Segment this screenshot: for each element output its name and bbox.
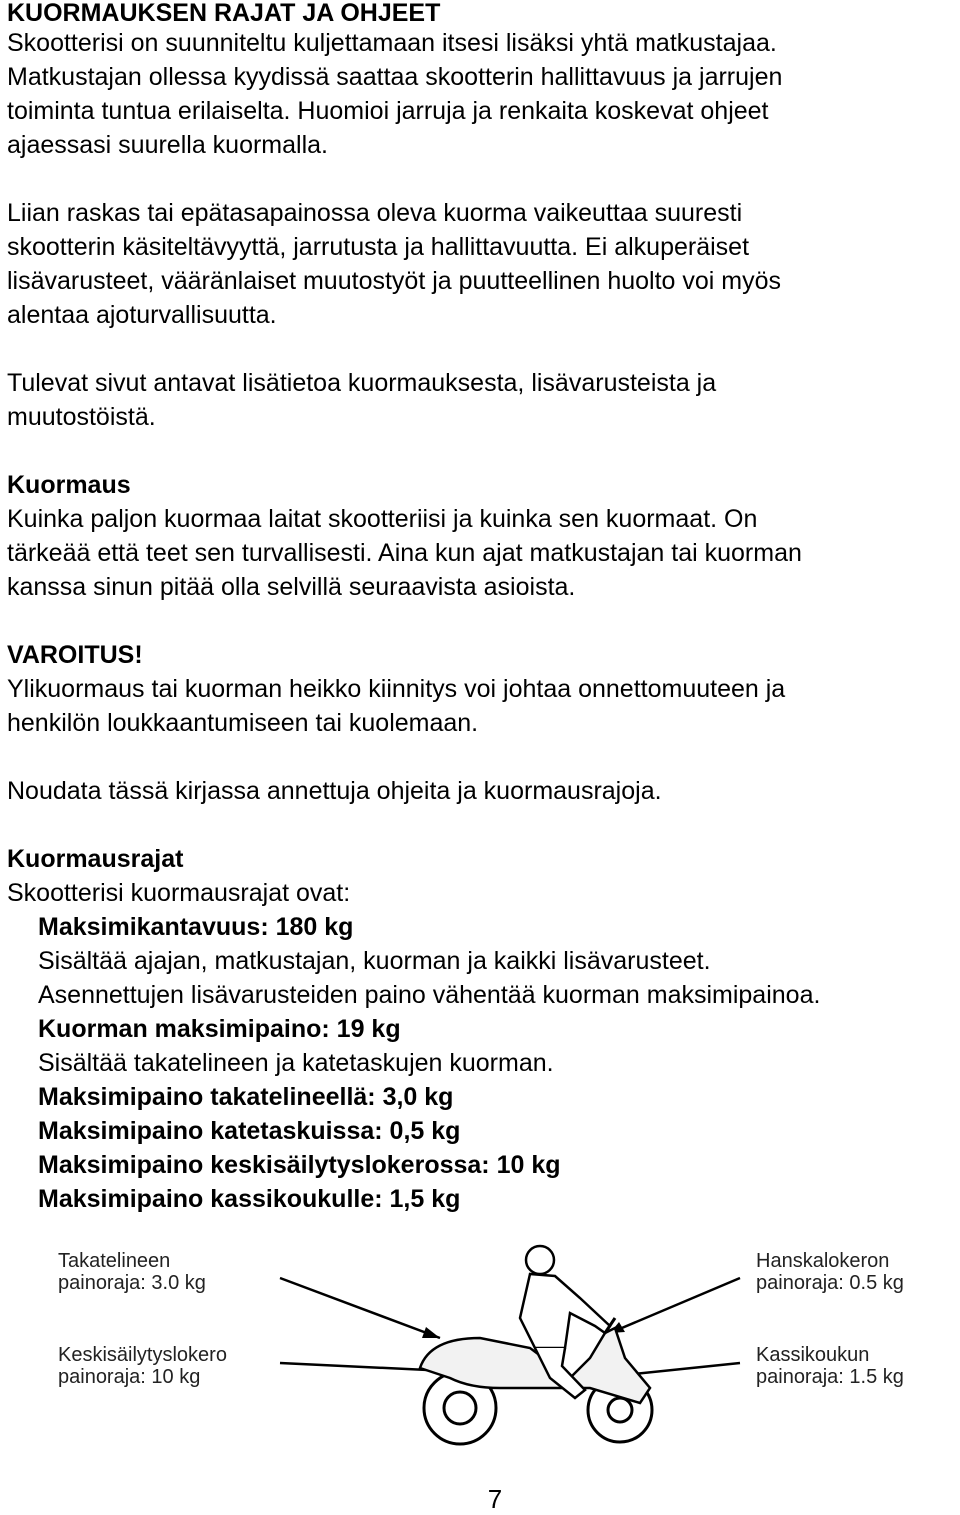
- warning-line: Ylikuormaus tai kuorman heikko kiinnitys voi johtaa onnettomuuteen ja: [7, 675, 786, 703]
- kuormaus-line: kanssa sinun pitää olla selvillä seuraavista asioista.: [7, 573, 576, 601]
- intro-line: ajaessasi suurella kuormalla.: [7, 131, 328, 159]
- kuormaus-line: Kuinka paljon kuormaa laitat skootteriisi ja kuinka sen kuormaat. On: [7, 505, 758, 533]
- center-label: Keskisäilytyslokero: [58, 1344, 227, 1366]
- glove-arrow: [610, 1278, 740, 1333]
- capacity-note: Sisältää ajajan, matkustajan, kuorman ja kaikki lisävarusteet.: [38, 947, 711, 975]
- kuormaus-heading: Kuormaus: [7, 471, 131, 499]
- noudata-line: Noudata tässä kirjassa annettuja ohjeita ja kuormausrajoja.: [7, 777, 662, 805]
- kuormausrajat-intro: Skootterisi kuormausrajat ovat:: [7, 879, 351, 907]
- limits-list: [7, 910, 953, 1216]
- paragraph-line: lisävarusteet, vääränlaiset muutostyöt ja puutteellinen huolto voi myös: [7, 267, 782, 295]
- pockets-limit: Maksimipaino katetaskuissa: 0,5 kg: [38, 1117, 461, 1145]
- hook-value: painoraja: 1.5 kg: [756, 1366, 904, 1388]
- scooter-illustration: [50, 1238, 910, 1453]
- paragraph-line: alentaa ajoturvallisuutta.: [7, 301, 277, 329]
- intro-line: Matkustajan ollessa kyydissä saattaa skootterin hallittavuus ja jarrujen: [7, 63, 783, 91]
- paragraph-line: muutostöistä.: [7, 403, 156, 431]
- center-limit: Maksimipaino keskisäilytyslokerossa: 10 kg: [38, 1151, 561, 1179]
- scooter-load-figure: [50, 1238, 910, 1453]
- max-capacity: Maksimikantavuus: 180 kg: [38, 913, 354, 941]
- page-number: 7: [487, 1484, 503, 1514]
- rider-torso: [520, 1274, 610, 1348]
- kuormaus-line: tärkeää että teet sen turvallisesti. Aina kun ajat matkustajan tai kuorman: [7, 539, 802, 567]
- rack-arrow: [280, 1278, 440, 1338]
- center-value: painoraja: 10 kg: [58, 1366, 201, 1388]
- intro-line: Skootterisi on suunniteltu kuljettamaan itsesi lisäksi yhtä matkustajaa.: [7, 29, 777, 57]
- arrowhead: [422, 1327, 440, 1338]
- hook-limit: Maksimipaino kassikoukulle: 1,5 kg: [38, 1185, 461, 1213]
- helmet: [526, 1246, 554, 1274]
- intro-line: toiminta tuntua erilaiselta. Huomioi jarruja ja renkaita koskevat ohjeet: [7, 97, 769, 125]
- warning-heading: VAROITUS!: [7, 641, 143, 669]
- max-load: Kuorman maksimipaino: 19 kg: [38, 1015, 401, 1043]
- load-note: Sisältää takatelineen ja katetaskujen kuorman.: [38, 1049, 554, 1077]
- rack-label: Takatelineen: [58, 1250, 171, 1272]
- page-title: KUORMAUKSEN RAJAT JA OHJEET: [7, 0, 441, 27]
- warning-line: henkilön loukkaantumiseen tai kuolemaan.: [7, 709, 479, 737]
- rack-limit: Maksimipaino takatelineellä: 3,0 kg: [38, 1083, 454, 1111]
- capacity-note: Asennettujen lisävarusteiden paino vähentää kuorman maksimipainoa.: [38, 981, 821, 1009]
- paragraph-line: Tulevat sivut antavat lisätietoa kuormauksesta, lisävarusteista ja: [7, 369, 717, 397]
- glove-value: painoraja: 0.5 kg: [756, 1272, 904, 1294]
- paragraph-line: Liian raskas tai epätasapainossa oleva kuorma vaikeuttaa suuresti: [7, 199, 743, 227]
- hook-label: Kassikoukun: [756, 1344, 870, 1366]
- document-page: [7, 0, 953, 1216]
- paragraph-line: skootterin käsiteltävyyttä, jarrutusta ja hallittavuutta. Ei alkuperäiset: [7, 233, 750, 261]
- kuormausrajat-heading: Kuormausrajat: [7, 845, 184, 873]
- glove-label: Hanskalokeron: [756, 1250, 890, 1272]
- rack-value: painoraja: 3.0 kg: [58, 1272, 206, 1294]
